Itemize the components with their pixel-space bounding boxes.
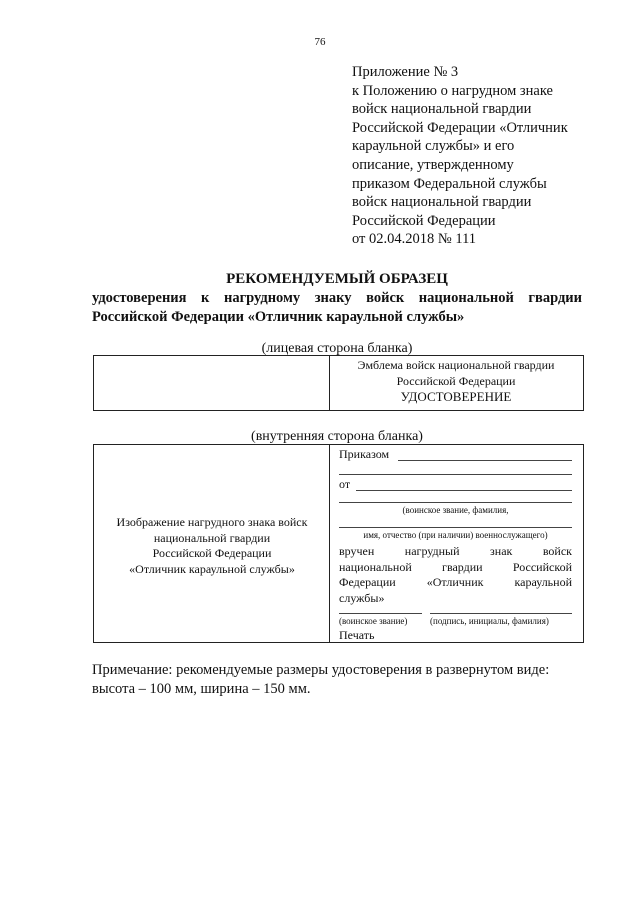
appendix-line: войск национальной гвардии xyxy=(352,101,532,118)
from-label: от xyxy=(339,477,351,491)
front-side-right-panel xyxy=(332,358,580,405)
inner-side-caption: (внутренняя сторона бланка) xyxy=(251,429,423,444)
size-note xyxy=(92,661,592,699)
front-side-divider xyxy=(329,355,330,410)
badge-line: «Отличник караульной службы» xyxy=(129,561,295,576)
document-subtitle-line-1: удостоверения к нагрудному знаку войск национальной гвардии xyxy=(92,290,582,306)
appendix-line: к Положению о нагрудном знаке xyxy=(352,82,553,99)
badge-line: Российской Федерации xyxy=(152,546,272,560)
document-subtitle-line-2: Российской Федерации «Отличник караульной службы» xyxy=(92,309,465,325)
note-line-1: Примечание: рекомендуемые размеры удостоверения в развернутом виде: xyxy=(92,662,550,678)
appendix-line: приказом Федеральной службы xyxy=(352,175,547,192)
federation-line: Российской Федерации xyxy=(396,373,516,388)
appendix-line: Приложение № 3 xyxy=(352,64,459,80)
signature-rank-hint: (воинское звание) xyxy=(339,616,408,626)
awarded-line: службы» xyxy=(339,590,385,605)
front-side-caption: (лицевая сторона бланка) xyxy=(261,341,413,356)
badge-image-placeholder xyxy=(96,515,328,577)
certificate-heading: УДОСТОВЕРЕНИЕ xyxy=(400,389,512,404)
inner-side-divider xyxy=(329,444,330,642)
order-label: Приказом xyxy=(339,447,390,461)
stamp-label: Печать xyxy=(339,628,375,642)
signature-rank-line xyxy=(339,613,422,614)
badge-line: национальной гвардии xyxy=(153,530,271,545)
order-blank-line-2 xyxy=(339,474,572,475)
signature-name-line xyxy=(430,613,572,614)
emblem-line: Эмблема войск национальной гвардии xyxy=(357,358,555,372)
appendix-line: караульной службы» и его xyxy=(352,138,515,155)
appendix-line: Российской Федерации «Отличник xyxy=(352,119,568,136)
appendix-line: описание, утвержденному xyxy=(352,156,514,173)
awarded-text xyxy=(339,544,572,606)
note-line-2: высота – 100 мм, ширина – 150 мм. xyxy=(92,681,311,697)
appendix-line: от 02.04.2018 № 111 xyxy=(352,231,477,248)
page-number: 76 xyxy=(314,36,326,48)
awarded-line: вручен нагрудный знак войск xyxy=(339,544,572,558)
name-blank-line xyxy=(339,527,572,528)
date-blank-line xyxy=(356,490,572,491)
patronymic-hint: имя, отчество (при наличии) военнослужащего) xyxy=(363,530,548,540)
awarded-line: Федерации «Отличник караульной xyxy=(339,575,572,589)
appendix-line: войск национальной гвардии xyxy=(352,194,532,211)
order-blank-line xyxy=(398,460,572,461)
awarded-line: национальной гвардии Российской xyxy=(339,559,572,574)
appendix-line: Российской Федерации xyxy=(352,212,496,229)
appendix-block xyxy=(352,63,602,249)
signature-name-hint: (подпись, инициалы, фамилия) xyxy=(430,616,549,626)
document-title: РЕКОМЕНДУЕМЫЙ ОБРАЗЕЦ xyxy=(226,271,448,287)
badge-line: Изображение нагрудного знака войск xyxy=(116,515,308,529)
rank-name-hint: (воинское звание, фамилия, xyxy=(402,505,509,515)
rank-blank-line xyxy=(339,502,572,503)
